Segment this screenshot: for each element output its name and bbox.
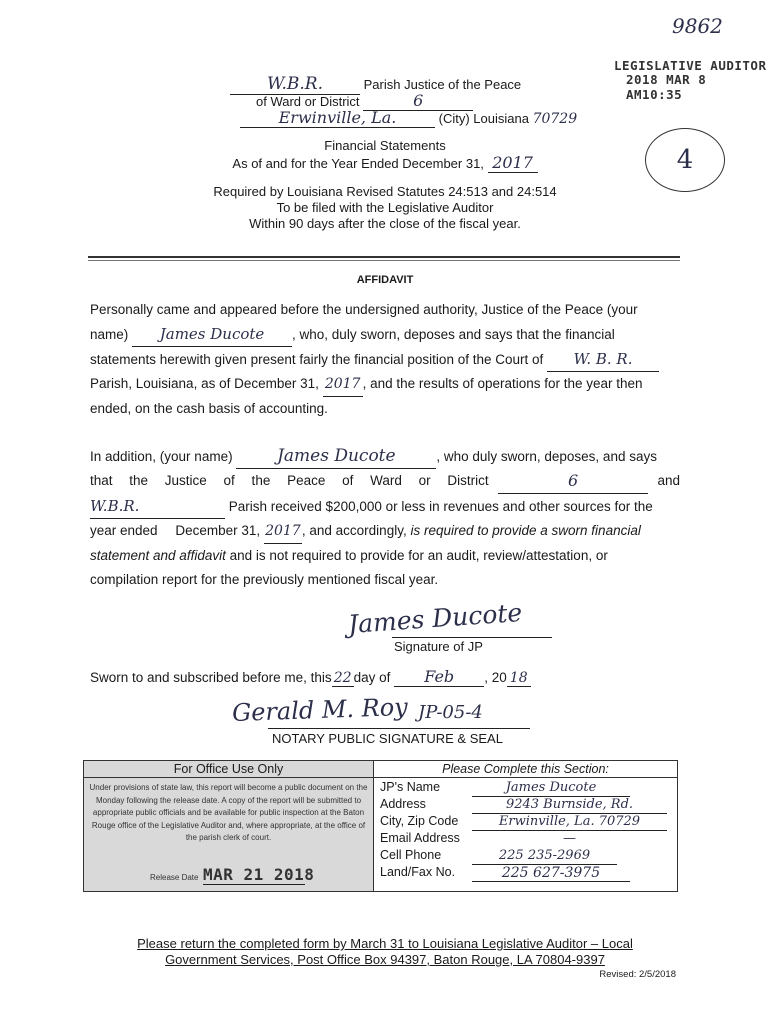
p2-line-2 — [90, 469, 680, 494]
affidavit-title: AFFIDAVIT — [356, 274, 414, 286]
title-year-label: As of and for the Year Ended December 31, — [232, 156, 484, 171]
field-jp-name — [380, 780, 677, 797]
p1-year-tail: , and the results of operations for the year then — [362, 376, 643, 391]
affidavit-paragraph-1 — [90, 298, 680, 421]
complete-section-box — [374, 761, 677, 891]
field-email — [380, 831, 677, 848]
circled-number: 4 — [676, 145, 694, 175]
field-value: 9243 Burnside, Rd. — [472, 797, 667, 814]
field-land-fax — [380, 865, 677, 882]
notary-id: JP-05-4 — [418, 702, 483, 723]
complete-fields — [374, 778, 677, 882]
stamp-datetime: 2018 MAR 8 AM10:35 — [626, 72, 707, 102]
p2-line-6: compilation report for the previously mentioned fiscal year. — [90, 572, 439, 587]
field-label: Address — [380, 797, 426, 811]
court-value: W. B. R. — [547, 347, 659, 372]
p2-dec31: December 31, — [175, 523, 261, 538]
office-use-text: Under provisions of state law, this report will become a public document on the Monday following the release date. A copy of the report will be submitted to appropriate public officials and be available for public inspection at the Baton Rouge office of the Legislative Auditor and, where appropriate, at the office of the parish clerk of court. — [89, 783, 368, 842]
field-city-zip — [380, 814, 677, 831]
office-use-title: For Office Use Only — [84, 761, 373, 778]
sworn-20: , 20 — [484, 670, 507, 685]
p2-district-value: 6 — [498, 469, 648, 494]
field-value: 225 627-3975 — [472, 865, 630, 882]
jp-name-value: James Ducote — [132, 322, 292, 347]
zip-value: 70729 — [532, 111, 578, 127]
field-value: 225 235-2969 — [472, 848, 617, 865]
title-year-value: 2017 — [488, 153, 538, 173]
notary-label: NOTARY PUBLIC SIGNATURE & SEAL — [272, 731, 503, 746]
ward-label: of Ward or District — [256, 94, 360, 109]
sworn-month: Feb — [394, 667, 484, 687]
jp-signature-line — [392, 637, 552, 638]
p2-line-5 — [90, 544, 680, 568]
p1-year-label: Parish, Louisiana, as of December 31, — [90, 376, 319, 391]
p2-required-text: is required to provide a sworn financial — [410, 523, 641, 538]
p2-name-value: James Ducote — [236, 444, 436, 469]
handwritten-number: 9862 — [672, 14, 723, 38]
field-label: JP's Name — [380, 780, 441, 794]
sworn-year: 18 — [507, 670, 531, 687]
field-cell-phone — [380, 848, 677, 865]
field-value: Erwinville, La. 70729 — [472, 814, 667, 831]
field-address — [380, 797, 677, 814]
release-date-value: MAR 21 2018 — [202, 865, 315, 884]
p2-line-1 — [90, 444, 680, 469]
title-year-line — [0, 153, 770, 173]
required-line-3: Within 90 days after the close of the fiscal year. — [249, 216, 521, 231]
p1-name-tail: , who, duly sworn, deposes and says that the financial — [292, 327, 615, 342]
p1-line-5: ended, on the cash basis of accounting. — [90, 401, 328, 416]
p1-name-label: name) — [90, 327, 129, 342]
p1-court-label: statements herewith given present fairly the financial position of the Court of — [90, 352, 544, 367]
release-date-row — [150, 865, 315, 885]
p1-line-1: Personally came and appeared before the undersigned authority, Justice of the Peace (your — [90, 302, 638, 317]
field-label: Email Address — [380, 831, 460, 845]
sworn-line — [90, 667, 531, 687]
field-value: — — [563, 831, 576, 846]
p1-line-4 — [90, 372, 680, 397]
p2-year-ended: year ended — [90, 523, 158, 538]
stamp-org: LEGISLATIVE AUDITOR — [614, 58, 767, 73]
footer-line-2: Government Services, Post Office Box 94397, Baton Rouge, LA 70804-9397 — [165, 952, 605, 967]
p2-affidavit-text: statement and affidavit — [90, 548, 226, 563]
required-line-1: Required by Louisiana Revised Statutes 24:513 and 24:514 — [213, 184, 557, 199]
p2-line-3 — [90, 494, 680, 519]
parish-label: Parish Justice of the Peace — [363, 77, 522, 92]
p2-revenue-text: Parish received $200,000 or less in revenues and other sources for the — [228, 499, 653, 514]
p2-parish-value: W.B.R. — [90, 494, 225, 519]
revised-date: Revised: 2/5/2018 — [599, 969, 676, 980]
city-label: (City) Louisiana — [438, 111, 529, 126]
city-value: Erwinville, La. — [240, 108, 435, 128]
sworn-day: 22 — [332, 670, 354, 687]
divider — [88, 256, 680, 261]
field-label: Land/Fax No. — [380, 865, 456, 879]
notary-signature: Gerald M. Roy — [231, 692, 409, 728]
field-label: City, Zip Code — [380, 814, 459, 828]
signature-label: Signature of JP — [394, 639, 483, 654]
bottom-box — [83, 760, 678, 892]
office-use-box — [84, 761, 374, 891]
parish-value: W.B.R. — [230, 74, 360, 95]
p2-audit-text: and is not required to provide for an audit, review/attestation, or — [229, 548, 608, 563]
p1-year-value: 2017 — [323, 372, 363, 397]
notary-line — [268, 728, 530, 729]
p2-name-tail: , who duly sworn, deposes, and says — [436, 449, 657, 464]
p2-district-label: that the Justice of the Peace of Ward or District — [90, 473, 489, 488]
sworn-label: Sworn to and subscribed before me, this — [90, 670, 332, 685]
header-line-3 — [240, 108, 577, 128]
p1-line-3 — [90, 347, 680, 372]
p2-line-4 — [90, 519, 680, 544]
sworn-dayof: day of — [353, 670, 391, 685]
complete-section-title: Please Complete this Section: — [374, 761, 677, 778]
release-date-label: Release Date — [150, 873, 199, 882]
p2-and: and — [657, 473, 680, 488]
affidavit-paragraph-2 — [90, 444, 680, 592]
field-label: Cell Phone — [380, 848, 442, 862]
footer-line-1: Please return the completed form by March 31 to Louisiana Legislative Auditor – Local — [137, 936, 633, 951]
p2-name-label: In addition, (your name) — [90, 449, 233, 464]
p1-line-2 — [90, 322, 680, 347]
ward-value: 6 — [363, 91, 473, 111]
p2-accordingly: , and accordingly, — [301, 523, 407, 538]
jp-signature: James Ducote — [347, 597, 524, 640]
p2-year-value: 2017 — [264, 519, 302, 544]
required-line-2: To be filed with the Legislative Auditor — [276, 200, 494, 215]
title-financial: Financial Statements — [324, 138, 446, 153]
field-value: James Ducote — [472, 780, 630, 797]
